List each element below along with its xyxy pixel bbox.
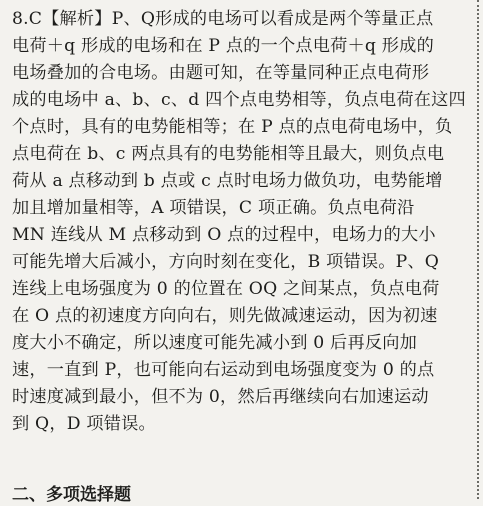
section-heading: 二、多项选择题 — [12, 485, 131, 505]
text-line: 到 Q，D 项错误。 — [12, 414, 156, 434]
answer-explanation — [12, 6, 472, 438]
dotted-margin-rule — [477, 0, 479, 499]
text-line: 个点时，具有的电势能相等；在 P 点的点电荷电场中，负 — [12, 117, 453, 137]
text-line: 连线上电场强度为 0 的位置在 OQ 之间某点，负点电荷 — [12, 279, 440, 299]
text-line: MN 连线从 M 点移动到 O 点的过程中，电场力的大小 — [12, 225, 436, 245]
text-line: 电场叠加的合电场。由题可知，在等量同种正点电荷形 — [12, 63, 430, 83]
text-line: 荷从 a 点移动到 b 点或 c 点时电场力做负功，电势能增 — [12, 171, 443, 191]
text-line: 可能先增大后减小，方向时刻在变化，B 项错误。P、Q — [12, 252, 440, 272]
text-line: 点电荷在 b、c 两点具有的电势能相等且最大，则负点电 — [12, 144, 445, 164]
text-line: 成的电场中 a、b、c、d 四个点电势相等，负点电荷在这四 — [12, 90, 466, 110]
text-line: 速，一直到 P，也可能向右运动到电场强度变为 0 的点 — [12, 360, 435, 380]
text-line: 8.C【解析】P、Q形成的电场可以看成是两个等量正点 — [12, 9, 434, 29]
text-line: 电荷＋q 形成的电场和在 P 点的一个点电荷＋q 形成的 — [12, 36, 434, 56]
text-line: 度大小不确定，所以速度可能先减小到 0 后再反向加 — [12, 333, 417, 353]
text-line: 在 O 点的初速度方向向右，则先做减速运动，因为初速 — [12, 306, 438, 326]
text-line: 时速度减到最小，但不为 0，然后再继续向右加速运动 — [12, 387, 429, 407]
text-line: 加且增加量相等，A 项错误，C 项正确。负点电荷沿 — [12, 198, 415, 218]
